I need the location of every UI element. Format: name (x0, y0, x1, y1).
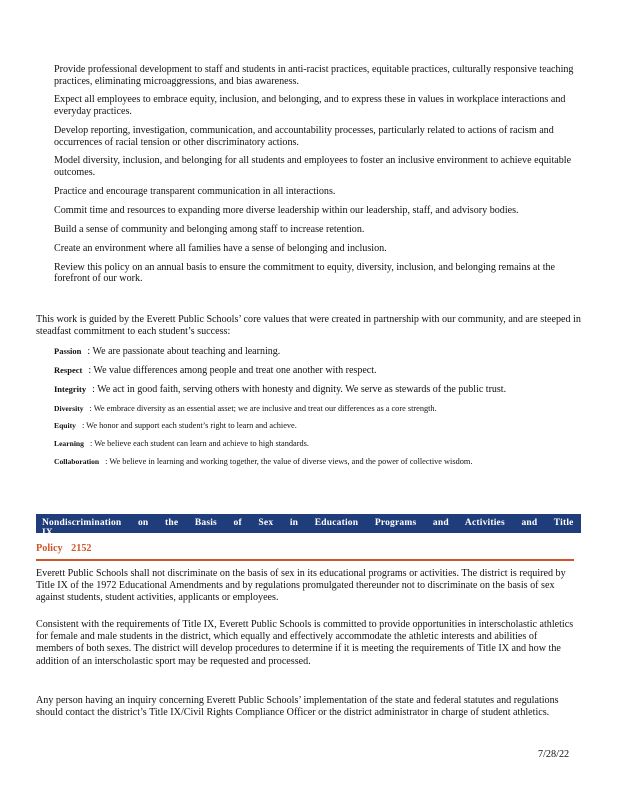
list-item (36, 94, 584, 117)
value-item-collaboration (36, 457, 584, 468)
goal-text: Build a sense of community and belonging among staff to increase retention. (54, 223, 365, 235)
list-item (36, 205, 584, 217)
list-item (36, 224, 584, 236)
section-heading: Nondiscrimination on the Basis of Sex in Education Programs and Activities and Title IX (42, 518, 574, 538)
core-values-intro: This work is guided by the Everett Public Schools’ core values that were created in partnership with our community, and are steeped in steadfast commitment to each student’s success: (36, 314, 581, 337)
value-item-equity (36, 421, 584, 432)
value-text: : We honor and support each student’s right to learn and achieve. (81, 421, 297, 431)
value-item-passion (36, 346, 584, 358)
policy-paragraph: Everett Public Schools shall not discriminate on the basis of sex in its educational programs or activities. The district is required by Title IX of the 1972 Educational Amendments and by regulations promulgated thereunder not to discriminate on the basis of sex against students, student activities, applicants or employees. (36, 568, 566, 604)
goal-text: Develop reporting, investigation, communication, and accountability processes, particularly related to actions of racism and occurrences of racial tension or other discriminatory actions. (54, 124, 554, 148)
value-term: Learning (54, 439, 84, 449)
footer-date: 7/28/22 (538, 749, 570, 760)
list-item (36, 155, 584, 178)
value-term: Integrity (54, 384, 87, 395)
goals-list (36, 64, 584, 292)
value-item-integrity (36, 384, 584, 396)
core-values-list (36, 346, 584, 475)
section-divider (36, 559, 574, 561)
list-item (36, 262, 584, 285)
goal-text: Provide professional development to staff and students in anti-racist practices, equitable practices, culturally responsive teaching practices, eliminating microaggressions, and bias awareness. (54, 64, 574, 87)
goal-text: Practice and encourage transparent communication in all interactions. (54, 185, 336, 197)
goal-text: Commit time and resources to expanding more diverse leadership within our leadership, staff, and advisory bodies. (54, 204, 519, 216)
list-item (36, 64, 584, 87)
goal-text: Review this policy on an annual basis to ensure the commitment to equity, diversity, inclusion, and belonging remains at the forefront of our work. (54, 261, 556, 285)
value-term: Passion (54, 346, 82, 356)
value-text: : We believe each student can learn and achieve to high standards. (89, 439, 309, 449)
value-term: Respect (54, 365, 83, 376)
value-item-diversity (36, 404, 584, 415)
value-text: : We embrace diversity as an essential asset; we are inclusive and treat our differences as a core strength. (89, 403, 437, 413)
goal-text: Create an environment where all families have a sense of belonging and inclusion. (54, 242, 387, 254)
policy-label: Policy 2152 (36, 543, 92, 554)
section-banner (36, 514, 581, 538)
list-item (36, 243, 584, 255)
value-text: : We believe in learning and working together, the value of diverse views, and the power of collective wisdom. (105, 456, 473, 466)
value-term: Diversity (54, 403, 84, 413)
policy-paragraph: Any person having an inquiry concerning Everett Public Schools’ implementation of the state and federal statutes and regulations should contact the district’s Title IX/Civil Rights Compliance Officer or the district administrator in charge of student athletics. (36, 695, 559, 719)
value-term: Equity (54, 421, 76, 431)
value-text: : We act in good faith, serving others with honesty and dignity. We serve as stewards of the public trust. (92, 384, 507, 396)
value-item-respect (36, 365, 584, 377)
value-item-learning (36, 439, 584, 450)
value-term: Collaboration (54, 456, 100, 466)
goal-text: Expect all employees to embrace equity, inclusion, and belonging, and to express these in values in workplace interactions and everyday practices. (54, 94, 566, 118)
value-text: : We are passionate about teaching and learning. (87, 346, 281, 357)
list-item (36, 125, 584, 148)
policy-paragraph: Consistent with the requirements of Title IX, Everett Public Schools is committed to provide opportunities in interscholastic athletics for female and male students in the district, which equally and effectively accommodate the athletic interests and abilities of members of both sexes. The district will develop procedures to determine if it is meeting the requirements of Title IX and how the addition of an interscholastic sport may be requested and processed. (36, 619, 574, 667)
list-item (36, 186, 584, 198)
value-text: : We value differences among people and treat one another with respect. (88, 365, 377, 377)
goal-text: Model diversity, inclusion, and belonging for all students and employees to foster an inclusive environment to achieve equitable outcomes. (54, 155, 572, 179)
